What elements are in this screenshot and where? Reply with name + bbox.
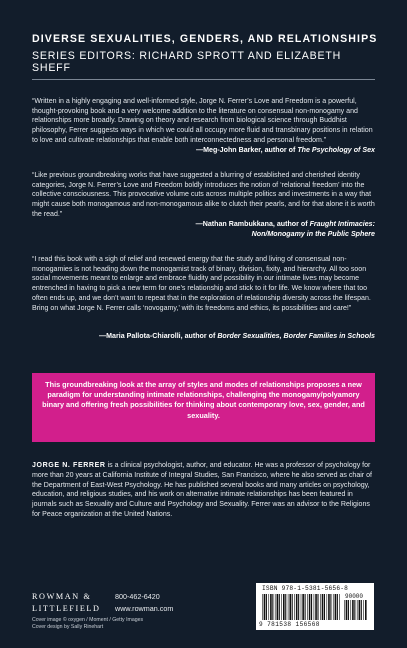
quote-1-work: The Psychology of Sex	[297, 146, 375, 154]
quote-3-work: Border Sexualities, Border Families in Schools	[217, 332, 375, 340]
publisher-line-1: ROWMAN &	[32, 592, 92, 601]
cover-credits	[32, 617, 143, 631]
barcode-digits: 9 781538 156568	[259, 621, 320, 628]
divider	[32, 79, 375, 80]
quote-3-text: “I read this book with a sigh of relief and renewed energy that the study and living of consensual non-monogamies is not heading down the monogamist track of binary, division, fixity, and hierarchy. All too soon social movements meant to enlarge and embrace fluidity and possibility in our intimate lives may become entrenched in having to pick a new term for one’s relationship and stick to it for life. We know where that too often ends up, and we don’t want to repeat that in the exploration of relationship diversity across the lifespan. Bring on what Jorge N. Ferrer calls ‘novogamy,’ with its freedoms and ethics, its possibilities and care!”	[32, 256, 371, 312]
quote-2-work: Fraught Intimacies: Non/Monogamy in the Public Sphere	[251, 220, 375, 238]
quote-2-attribution	[32, 220, 375, 239]
isbn-number: ISBN 978-1-5381-5656-8	[262, 585, 349, 592]
quote-3-attribution	[32, 332, 375, 342]
barcode	[256, 583, 374, 630]
barcode-addon-number: 90000	[345, 593, 364, 600]
barcode-bars	[262, 594, 342, 620]
quote-1-author: —Meg-John Barker, author of	[196, 146, 296, 154]
author-bio	[32, 461, 375, 520]
author-bio-text: is a clinical psychologist, author, and educator. He was a professor of psychology for more than 20 years at California Institute of Integral Studies, San Francisco, where he also served as chair of the Department of East-West Psychology. He has published several books and many articles on psychology, education, and religious studies, and his work on alternative intimate relationships has been featured in journals such as Sexuality and Culture and Psychology and Sexuality. Ferrer was an advisor to the Religions for Peace organization at the United Nations.	[32, 462, 372, 518]
quote-1-text: “Written in a highly engaging and well-informed style, Jorge N. Ferrer’s Love and Freedom is a powerful, thought-provoking book and a very welcome addition to the literature on consensual non-monogamy and relationships more broadly. Drawing on theory and research from biological science through Buddhist philosophy, Ferrer suggests ways in which we could all occupy more fluid and transbinary positions in relation to love and cultivate relationships that enable both interconnectedness and personal freedom.”	[32, 98, 373, 144]
summary-text: This groundbreaking look at the array of styles and modes of relationships proposes a new paradigm for understanding intimate relationships, challenging the monogamy/polyamory binary and offering fresh possibilities for thinking about contemporary love, sex, gender, and sexuality.	[42, 380, 365, 420]
series-title: DIVERSE SEXUALITIES, GENDERS, AND RELATIONSHIPS	[32, 33, 378, 45]
publisher-phone: 800-462-6420	[115, 592, 160, 601]
quote-1-attribution	[32, 146, 375, 156]
quote-2-text: “Like previous groundbreaking works that have suggested a blurring of established and cherished identity categories, Jorge N. Ferrer’s Love and Freedom boldly introduces the notion of ‘relational freedom’ into the collective consciousness. This provocative volume cuts across multiple politics and investments in a way that might cause both monogamous and non-monogamous alike to clutch their pearls, and for that alone it is worth the read.”	[32, 172, 375, 218]
quote-2-author: —Nathan Rambukkana, author of	[195, 220, 308, 228]
cover-image-credit: Cover image © oxygen / Moment / Getty Images	[32, 617, 144, 623]
quote-3-author: —Maria Pallota-Chiarolli, author of	[99, 332, 216, 340]
series-editors: SERIES EDITORS: RICHARD SPROTT AND ELIZABETH SHEFF	[32, 50, 342, 74]
barcode-addon-bars	[344, 600, 368, 620]
publisher-logo	[32, 591, 101, 614]
publisher-contact	[115, 591, 173, 614]
publisher-website: www.rowman.com	[115, 603, 174, 613]
publisher-line-2: LITTLEFIELD	[32, 603, 101, 613]
cover-design-credit: Cover design by Sally Rinehart	[32, 624, 104, 631]
author-name: JORGE N. FERRER	[32, 462, 106, 469]
